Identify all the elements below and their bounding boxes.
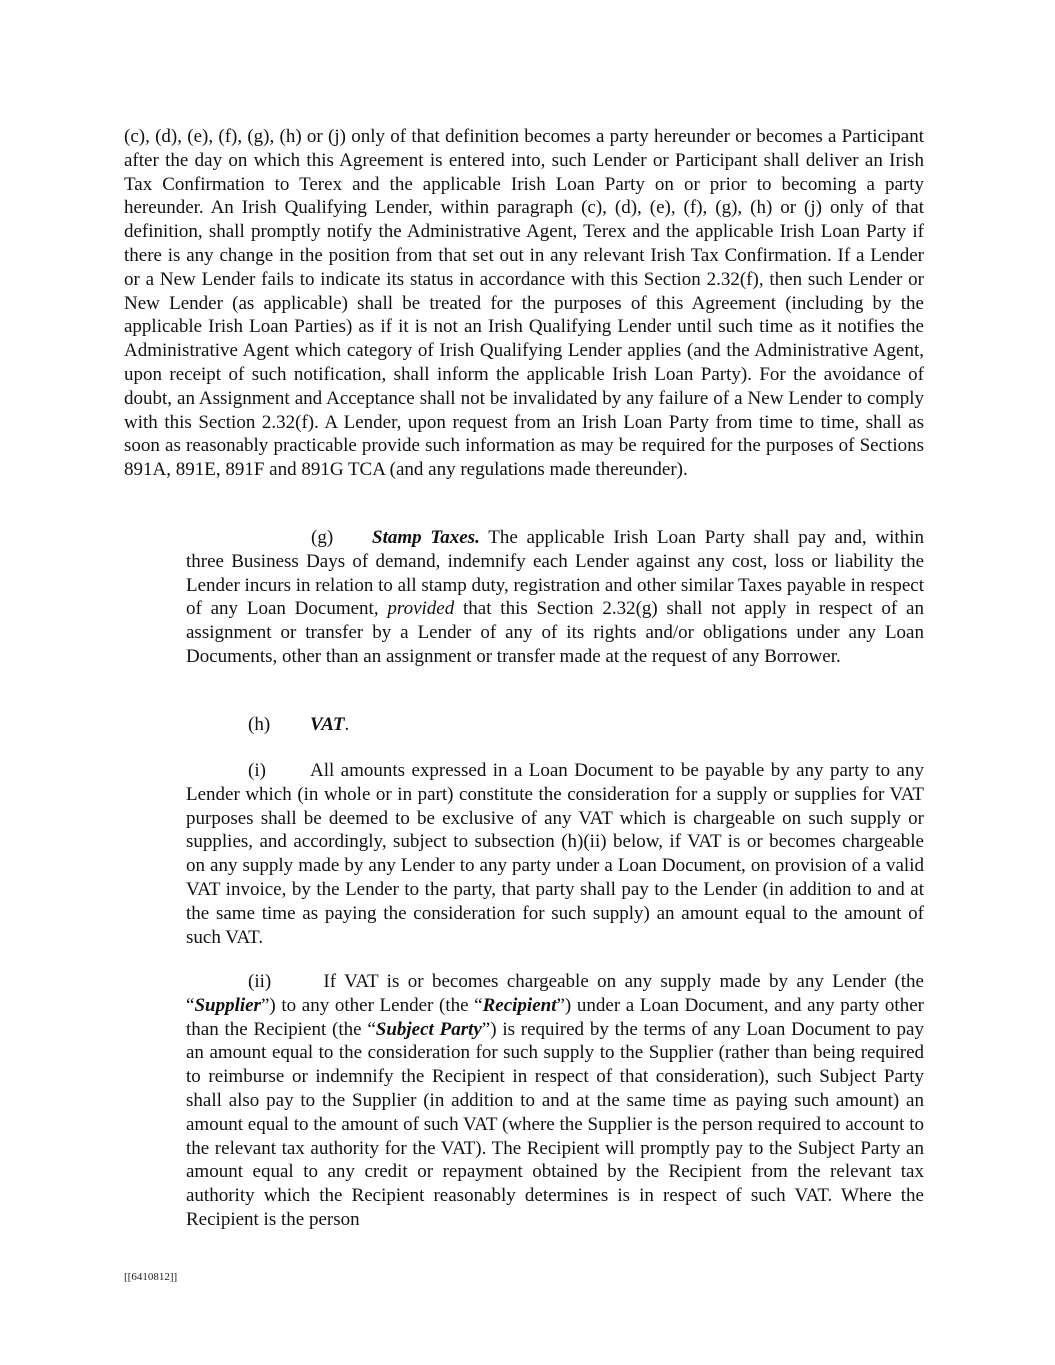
section-h-i-paragraph xyxy=(186,759,924,949)
section-h-ii-label: (ii) xyxy=(248,971,272,992)
term-recipient: Recipient xyxy=(482,994,557,1016)
section-g-text-after: that this Section 2.32(g) shall not apply in respect of an assignment or transfer by a Lender of any of its rights and/or obligations under any Loan Documents, other than an assignment or transfer made at the request of any Borrower. xyxy=(186,598,924,667)
section-h-heading-suffix: . xyxy=(344,714,350,735)
section-h-heading-paragraph xyxy=(186,713,924,737)
section-h-ii-part2: ”) to any other Lender (the “ xyxy=(260,994,483,1016)
document-id-footer: [[6410812]] xyxy=(124,1271,178,1283)
section-g-heading: Stamp Taxes. xyxy=(372,527,480,548)
section-h-i-label: (i) xyxy=(248,760,266,781)
section-h-label: (h) xyxy=(248,714,271,735)
section-h-heading: VAT xyxy=(310,714,345,735)
term-supplier: Supplier xyxy=(194,994,261,1016)
term-subject-party: Subject Party xyxy=(375,1018,482,1040)
section-h-ii-part4: ”) is required by the terms of any Loan Document to pay an amount equal to the consideration for such supply to the Supplier (rather than being required to reimburse or indemnify the Recipient in respect of that consideration), such Subject Party shall also pay to the Supplier (in addition to and at the same time as paying such amount) an amount equal to the amount of such VAT (where the Supplier is the person required to account to the relevant tax authority for the VAT). The Recipient will promptly pay to the Subject Party an amount equal to any credit or repayment obtained by the Recipient from the relevant tax authority which the Recipient reasonably determines is in respect of such VAT. Where the Recipient is the person xyxy=(186,1018,924,1230)
section-h-ii-part3: ”) under a Loan Document, and any party other than the Recipient (the “ xyxy=(186,994,924,1040)
continuation-paragraph xyxy=(124,125,924,482)
section-h-i-text: All amounts expressed in a Loan Document to be payable by any party to any Lender which (in whole or in part) constitute the consideration for a supply or supplies for VAT purposes shall be deemed to be exclusive of any VAT which is chargeable on such supply or supplies, and accordingly, subject to subsection (h)(ii) below, if VAT is or becomes chargeable on any supply made by any Lender to any party under a Loan Document, on provision of a valid VAT invoice, by the Lender to the party, that party shall pay to the Lender (in addition to and at the same time as paying the consideration for such supply) an amount equal to the amount of such VAT. xyxy=(186,760,924,948)
section-h-ii-part1: If VAT is or becomes chargeable on any supply made by any Lender (the “ xyxy=(186,971,924,1016)
section-g-provided: provided xyxy=(387,598,455,620)
continuation-text: (c), (d), (e), (f), (g), (h) or (j) only of that definition becomes a party hereunder or becomes a Participant after the day on which this Agreement is entered into, such Lender or Participant shall deliver an Irish Tax Confirmation to Terex and the applicable Irish Loan Party on or prior to becoming a party hereunder. An Irish Qualifying Lender, within paragraph (c), (d), (e), (f), (g), (h) or (j) only of that definition, shall promptly notify the Administrative Agent, Terex and the applicable Irish Loan Party if there is any change in the position from that set out in any relevant Irish Tax Confirmation. If a Lender or a New Lender fails to indicate its status in accordance with this Section 2.32(f), then such Lender or New Lender (as applicable) shall be treated for the purposes of this Agreement (including by the applicable Irish Loan Parties) as if it is not an Irish Qualifying Lender until such time as it notifies the Administrative Agent which category of Irish Qualifying Lender applies (and the Administrative Agent, upon receipt of such notification, shall inform the applicable Irish Loan Party). For the avoidance of doubt, an Assignment and Acceptance shall not be invalidated by any failure of a New Lender to comply with this Section 2.32(f). A Lender, upon request from an Irish Loan Party from time to time, shall as soon as reasonably practicable provide such information as may be required for the purposes of Sections 891A, 891E, 891F and 891G TCA (and any regulations made thereunder). xyxy=(124,126,924,481)
section-h-ii-paragraph xyxy=(186,970,924,1232)
section-g-label: (g) xyxy=(311,527,334,548)
section-g-paragraph xyxy=(186,526,924,669)
section-g-text-before: The applicable Irish Loan Party shall pay and, within three Business Days of demand, indemnify each Lender against any cost, loss or liability the Lender incurs in relation to all stamp duty, registration and other similar Taxes payable in respect of any Loan Document, xyxy=(186,527,924,620)
